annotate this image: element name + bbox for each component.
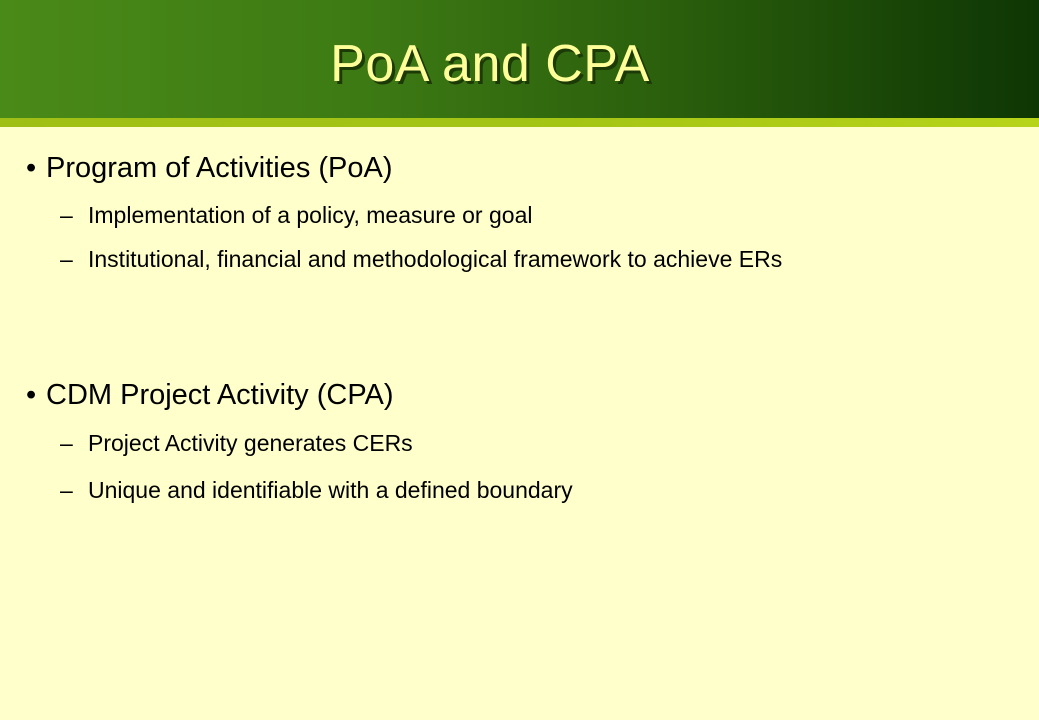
- slide-title: PoA and CPA: [330, 35, 650, 93]
- sub-item-text: Unique and identifiable with a defined boundary: [88, 477, 573, 503]
- bullet-dot-icon: •: [26, 379, 37, 411]
- sub-item-text: Implementation of a policy, measure or goal: [88, 202, 533, 228]
- accent-rule: [0, 118, 1039, 127]
- bullet-text: Program of Activities (PoA): [46, 152, 393, 184]
- sub-item: [60, 198, 968, 232]
- dash-icon: –: [60, 202, 73, 228]
- bullet-text: CDM Project Activity (CPA): [46, 379, 394, 411]
- bullet-item: [26, 150, 393, 186]
- sub-item-text: Project Activity generates CERs: [88, 430, 413, 456]
- dash-icon: –: [60, 430, 73, 456]
- title-banner: [0, 0, 1039, 118]
- sub-item: [60, 426, 968, 460]
- bullet-item: [26, 377, 394, 413]
- dash-icon: –: [60, 477, 73, 503]
- bullet-dot-icon: •: [26, 152, 37, 184]
- sub-item-text: Institutional, financial and methodological framework to achieve ERs: [88, 246, 783, 272]
- sub-item: [60, 242, 968, 276]
- dash-icon: –: [60, 246, 73, 272]
- sub-item: [60, 473, 968, 507]
